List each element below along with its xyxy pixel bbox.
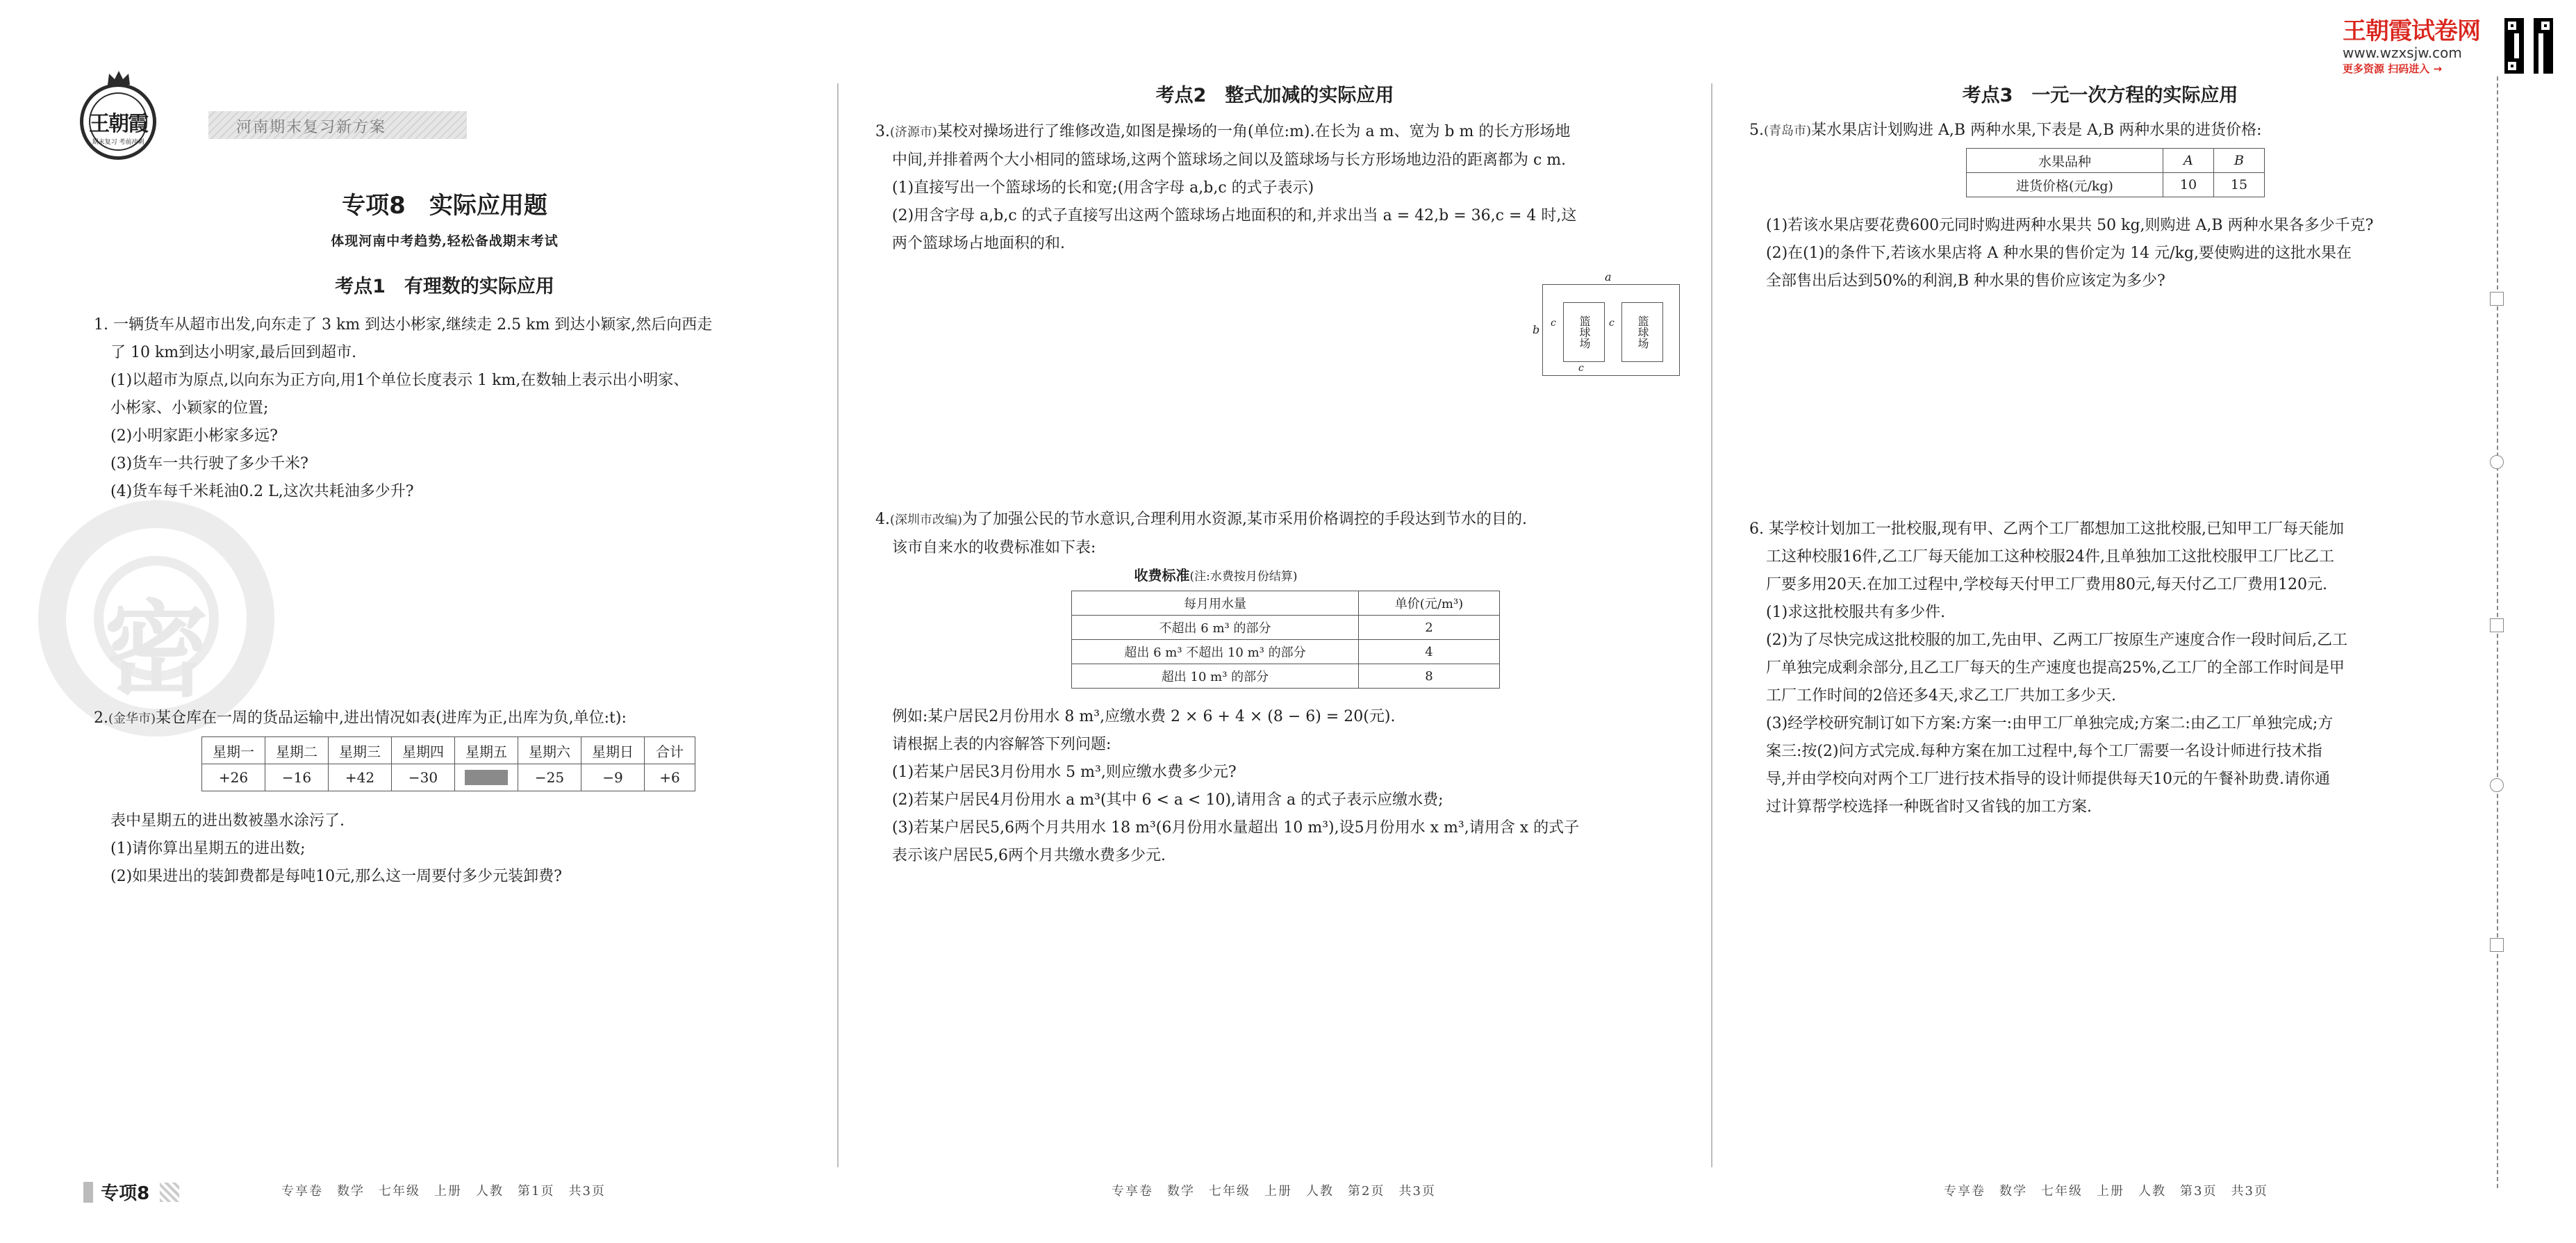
table-cell: 15 <box>2214 173 2265 197</box>
question-5 <box>1749 117 2486 145</box>
court-1: 篮球场 <box>1563 302 1605 362</box>
q2-number: 2. <box>94 709 108 727</box>
page-footer: 专享卷 数学 七年级 上册 人教 第3页 共3页 <box>1944 1184 2268 1199</box>
table-cell: 2 <box>1359 616 1500 640</box>
table-cell: −16 <box>265 764 329 791</box>
table-header-cell: 星期日 <box>581 737 645 764</box>
q4-source: (深圳市改编) <box>890 513 963 527</box>
q6-sub3: (3)经学校研究制订如下方案:方案一:由甲工厂单独完成;方案二:由乙工厂单独完成;方 <box>1766 715 2334 732</box>
page-title: 专项8 实际应用题 <box>342 192 547 220</box>
q6-line: 导,并由学校向对两个工厂进行技术指导的设计师提供每天10元的午餐补助费.请你通 <box>1766 771 2330 788</box>
q1-sub1: (1)以超市为原点,以向东为正方向,用1个单位长度表示 1 km,在数轴上表示出小明家、 <box>110 372 689 389</box>
table-row <box>1072 640 1500 664</box>
ink-smudge <box>465 770 508 785</box>
page-1 <box>0 0 834 1243</box>
table-cell: 进货价格(元/kg) <box>1967 173 2163 197</box>
fee-table-title-text: 收费标准 <box>1134 567 1190 584</box>
question-4 <box>875 506 1695 562</box>
question-2-parts <box>110 807 833 891</box>
q5-stem: 某水果店计划购进 A,B 两种水果,下表是 A,B 两种水果的进货价格: <box>1811 122 2262 139</box>
watermark-char: 密 <box>104 591 208 711</box>
q2-note: 表中星期五的进出数被墨水涂污了. <box>110 812 345 830</box>
q1-stem-cont: 了 10 km到达小明家,最后回到超市. <box>110 344 357 361</box>
question-3 <box>875 118 1695 258</box>
table-row <box>1072 664 1500 689</box>
table-row <box>1967 173 2265 197</box>
q3-sub1: (1)直接写出一个篮球场的长和宽;(用含字母 a,b,c 的式子表示) <box>892 179 1314 197</box>
q5-number: 5. <box>1749 122 1764 139</box>
question-5-parts <box>1766 212 2488 295</box>
q4-sub2: (2)若某户居民4月份用水 a m³(其中 6 < a < 10),请用含 a 的式子表示应缴水费; <box>892 791 1444 809</box>
q4-ask: 请根据上表的内容解答下列问题: <box>892 736 1112 753</box>
binding-line <box>2497 76 2498 1188</box>
table-cell: +6 <box>645 764 695 791</box>
q4-number: 4. <box>875 511 890 528</box>
table-cell: 超出 10 m³ 的部分 <box>1072 664 1359 689</box>
binding-mark <box>2490 292 2504 306</box>
table-cell: 4 <box>1359 640 1500 664</box>
q3-stem-cont: 中间,并排着两个大小相同的篮球场,这两个篮球场之间以及篮球场与长方形场地边沿的距离都为 c m. <box>892 151 1567 169</box>
fee-table-title <box>1070 564 1362 584</box>
q6-line: 案三:按(2)问方式完成.每种方案在加工过程中,每个工厂需要一名设计师进行技术指 <box>1766 743 2322 760</box>
table-cell: 8 <box>1359 664 1500 689</box>
series-banner: 河南期末复习新方案 <box>208 111 467 139</box>
table-header-cell: 单价(元/m³) <box>1359 591 1500 616</box>
logo-text: 王朝霞 <box>89 112 147 136</box>
court-2: 篮球场 <box>1621 302 1663 362</box>
table-header-cell: 每月用水量 <box>1072 591 1359 616</box>
table-header-cell: 合计 <box>645 737 695 764</box>
q2-sub2: (2)如果进出的装卸费都是每吨10元,那么这一周要付多少元装卸费? <box>110 868 562 885</box>
table-cell: −25 <box>518 764 581 791</box>
q5-source: (青岛市) <box>1764 124 1812 138</box>
table-cell: +26 <box>202 764 265 791</box>
site-logo-text: 王朝霞试卷网 <box>2343 17 2480 45</box>
q6-sub2: (2)为了尽快完成这批校服的加工,先由甲、乙两工厂按原生产速度合作一段时间后,乙工 <box>1766 632 2348 649</box>
page-2 <box>841 0 1709 1243</box>
table-cell: 超出 6 m³ 不超出 10 m³ 的部分 <box>1072 640 1359 664</box>
q5-sub1: (1)若该水果店要花费600元同时购进两种水果共 50 kg,则购进 A,B 两种水果各多少千克? <box>1766 217 2374 234</box>
ink-smudge-cell <box>455 764 518 791</box>
binding-mark <box>2490 455 2504 469</box>
table-header-cell: A <box>2163 149 2214 173</box>
table-cell: −30 <box>392 764 455 791</box>
table-header-cell: 星期二 <box>265 737 329 764</box>
table-cell: +42 <box>329 764 392 791</box>
fee-table <box>1071 591 1500 689</box>
logo-subtext: 期末复习 考前冲刺 <box>92 139 145 146</box>
table-header-cell: 星期三 <box>329 737 392 764</box>
section-heading: 考点3 一元一次方程的实际应用 <box>1962 85 2238 106</box>
q4-example: 例如:某户居民2月份用水 8 m³,应缴水费 2 × 6 + 4 × (8 − 6) = 20(元). <box>892 708 1396 725</box>
question-2 <box>94 705 830 733</box>
q2-stem: 某仓库在一周的货品运输中,进出情况如表(进库为正,出库为负,单位:t): <box>156 709 627 727</box>
site-url[interactable]: www.wzxsjw.com <box>2343 44 2462 61</box>
q1-sub4: (4)货车每千米耗油0.2 L,这次共耗油多少升? <box>110 483 414 500</box>
label-c-left: c <box>1551 318 1556 329</box>
q3-sub2-cont: 两个篮球场占地面积的和. <box>892 235 1065 252</box>
footer-badge-bar <box>83 1182 93 1203</box>
q1-sub3: (3)货车一共行驶了多少千米? <box>110 455 308 472</box>
table-header-cell: 水果品种 <box>1967 149 2163 173</box>
table-cell: −9 <box>581 764 645 791</box>
section-heading: 考点2 整式加减的实际应用 <box>1155 85 1394 106</box>
footer-pattern <box>160 1183 179 1202</box>
warehouse-table <box>201 736 695 791</box>
table-header-row <box>1967 149 2265 173</box>
table-row <box>202 764 695 791</box>
q3-sub2: (2)用含字母 a,b,c 的式子直接写出这两个篮球场占地面积的和,并求出当 a = 42,b = 36,c = 4 时,这 <box>892 207 1577 224</box>
court-figure <box>1533 270 1681 382</box>
q3-source: (济源市) <box>890 125 938 140</box>
page-subtitle: 体现河南中考趋势,轻松备战期末考试 <box>331 233 559 249</box>
question-4-parts <box>892 703 1698 870</box>
table-header-cell: 星期六 <box>518 737 581 764</box>
label-b: b <box>1533 323 1540 336</box>
fruit-price-table <box>1966 148 2265 197</box>
footer-badge <box>83 1179 179 1205</box>
q2-source: (金华市) <box>108 711 156 726</box>
q4-stem: 为了加强公民的节水意识,合理利用水资源,某市采用价格调控的手段达到节水的目的. <box>962 511 1528 528</box>
q6-line: 厂要多用20天.在加工过程中,学校每天付甲工厂费用80元,每天付乙工厂费用120元. <box>1766 576 2327 593</box>
label-a: a <box>1605 270 1612 283</box>
site-tagline: 更多资源 扫码进入 → <box>2343 63 2443 75</box>
table-cell: 不超出 6 m³ 的部分 <box>1072 616 1359 640</box>
q6-line: 工这种校服16件,乙工厂每天能加工这种校服24件,且单独加工这批校服甲工厂比乙工 <box>1766 548 2334 566</box>
column-divider <box>1711 83 1712 1167</box>
section-heading: 考点1 有理数的实际应用 <box>335 276 554 297</box>
table-header-row <box>202 737 695 764</box>
qr-code-icon[interactable] <box>2504 18 2553 74</box>
page-footer: 专享卷 数学 七年级 上册 人教 第1页 共3页 <box>281 1184 606 1199</box>
q3-number: 3. <box>875 123 890 140</box>
q4-sub1: (1)若某户居民3月份用水 5 m³,则应缴水费多少元? <box>892 764 1237 781</box>
q5-sub2: (2)在(1)的条件下,若该水果店将 A 种水果的售价定为 14 元/kg,要使购进的这批水果在 <box>1766 245 2352 262</box>
label-c-bottom: c <box>1578 363 1584 374</box>
binding-mark <box>2490 938 2504 952</box>
table-header-cell: 星期一 <box>202 737 265 764</box>
table-row <box>1072 616 1500 640</box>
label-c-middle: c <box>1609 318 1615 329</box>
q6-line: 6. 某学校计划加工一批校服,现有甲、乙两个工厂都想加工这批校服,已知甲工厂每天能加 <box>1749 520 2344 538</box>
q4-stem-cont: 该市自来水的收费标准如下表: <box>892 539 1096 557</box>
q1-stem: 1. 一辆货车从超市出发,向东走了 3 km 到达小彬家,继续走 2.5 km 到达小颖家,然后向西走 <box>94 316 713 334</box>
question-6 <box>1749 516 2493 821</box>
table-header-cell: 星期五 <box>455 737 518 764</box>
table-header-cell: 星期四 <box>392 737 455 764</box>
table-header-row <box>1072 591 1500 616</box>
page-footer: 专享卷 数学 七年级 上册 人教 第2页 共3页 <box>1112 1184 1436 1199</box>
q6-line: 过计算帮学校选择一种既省时又省钱的加工方案. <box>1766 798 2092 816</box>
table-header-cell: B <box>2214 149 2265 173</box>
footer-badge-text: 专项8 <box>101 1183 150 1204</box>
page-3 <box>1715 0 2486 1243</box>
q6-sub1: (1)求这批校服共有多少件. <box>1766 604 1946 621</box>
q2-sub1: (1)请你算出星期五的进出数; <box>110 840 306 857</box>
q4-sub3-cont: 表示该户居民5,6两个月共缴水费多少元. <box>892 847 1166 864</box>
q6-line: 工厂工作时间的2倍还多4天,求乙工厂共加工多少天. <box>1766 687 2116 705</box>
q4-sub3: (3)若某户居民5,6两个月共用水 18 m³(6月份用水量超出 10 m³),设5月份用水 x m³,请用含 x 的式子 <box>892 819 1580 837</box>
q1-sub2: (2)小明家距小彬家多远? <box>110 427 278 445</box>
question-1 <box>94 311 830 506</box>
fee-table-note: (注:水费按月份结算) <box>1189 570 1298 584</box>
q5-sub2-cont: 全部售出后达到50%的利润,B 种水果的售价应该定为多少? <box>1766 272 2165 290</box>
q3-stem: 某校对操场进行了维修改造,如图是操场的一角(单位:m).在长为 a m、宽为 b m 的长方形场地 <box>937 123 1571 140</box>
q6-line: 厂单独完成剩余部分,且乙工厂每天的生产速度也提高25%,乙工厂的全部工作时间是甲 <box>1766 659 2345 677</box>
table-cell: 10 <box>2163 173 2214 197</box>
q1-sub1-cont: 小彬家、小颖家的位置; <box>110 400 269 417</box>
